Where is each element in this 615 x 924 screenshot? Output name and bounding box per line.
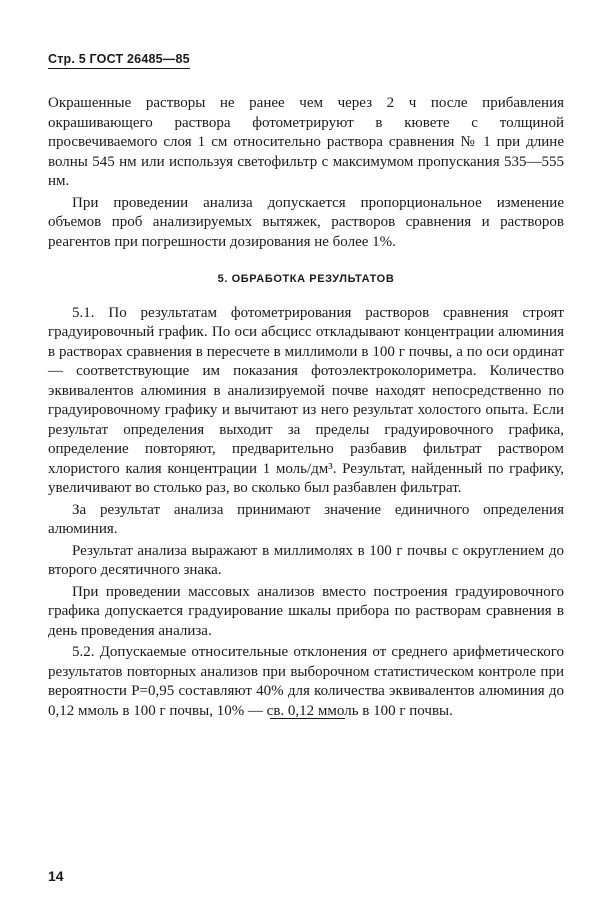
paragraph-5-2: 5.2. Допускаемые относительные отклонения от среднего арифметического результатов повторных анализов при выборочном статистическом контроле при вероятности P=0,95 составляют 40% для количества эквивалентов алюминия до 0,12 ммоль в 100 г почвы, 10% — св. 0,12 ммоль в 100 г почвы. <box>48 644 564 719</box>
running-header: Стр. 5 ГОСТ 26485—85 <box>48 52 190 69</box>
paragraph-result-units: Результат анализа выражают в миллимолях в 100 г почвы с округлением до второго десятичного знака. <box>48 542 564 578</box>
page-number: 14 <box>48 868 64 884</box>
end-separator-line <box>270 718 345 719</box>
section-title: 5. ОБРАБОТКА РЕЗУЛЬТАТОВ <box>217 273 395 285</box>
page-body <box>48 94 564 721</box>
paragraph-photometry: Окрашенные растворы не ранее чем через 2 ч после прибавления окрашивающего раствора фотометрируют в кювете с толщиной просвечиваемого слоя 1 см относительно раствора сравнения № 1 при длине волны 545 нм или используя светофильтр с максимумом пропускания 535—555 нм. <box>48 95 564 189</box>
paragraph-mass-analysis: При проведении массовых анализов вместо построения градуировочного графика допускается градуирование шкалы прибора по растворам сравнения в день проведения анализа. <box>48 583 564 639</box>
paragraph-result-single: За результат анализа принимают значение единичного определения алюминия. <box>48 501 564 537</box>
paragraph-volume-change: При проведении анализа допускается пропорциональное изменение объемов проб анализируемых вытяжек, растворов сравнения и растворов реагентов при погрешности дозирования не более 1%. <box>48 194 564 250</box>
paragraph-5-1: 5.1. По результатам фотометрирования растворов сравнения строят градуировочный график. По оси абсцисс откладывают концентрации алюминия в растворах сравнения в пересчете в миллимоли в 100 г почвы, а по оси ординат — соответствующие им показания фотоэлектроколориметра. Количество эквивалентов алюминия в анализируемой почве находят непосредственно по градуировочному графику и вычитают из него результат холостого опыта. Если результат определения выходит за пределы градуировочного графика, определение повторяют, предварительно разбавив фильтрат раствором хлористого калия концентрации 1 моль/дм³. Результат, найденный по графику, увеличивают во столько раз, во сколько был разбавлен фильтрат. <box>48 304 564 496</box>
